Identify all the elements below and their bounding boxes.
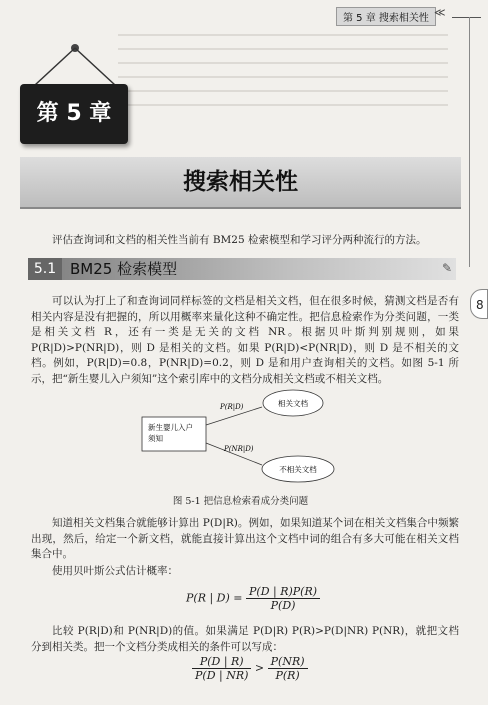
hanger-wire-right bbox=[75, 48, 115, 85]
page-number-tab: 8 bbox=[470, 289, 488, 319]
bayes-formula bbox=[186, 585, 320, 612]
section-number: 5.1 bbox=[28, 258, 62, 280]
paragraph-4: 比较 P(R|D)和 P(NR|D)的值。如果满足 P(D|R) P(R)>P(D|NR) P(NR)，就把文档分到相关类。把一个文档分类成相关的条件可以写成： bbox=[31, 625, 459, 653]
condition-left-denominator: P(D | NR) bbox=[195, 669, 249, 682]
paragraph-1: 可以认为打上了和查询词同样标签的文档是相关文档，但在很多时候，猜测文档是否有相关内容是没有把握的，所以用概率来量化这种不确定性。把信息检索作为分类问题，一类是相关文档 R，还有一类是无关的文档 NR。根据贝叶斯判别规则，如果 P(R|D)>P(NR|D)，则 D 是相关的文档。如果 P(R|D)<P(NR|D)，则 D 是不相关的文档。例如，P(R|D)=0.8，P(NR|D)=0.2，则 D 是和用户查询相关的文档。如图 5-1 所示，把“新生婴儿入户须知”这个索引库中的文档分成相关文档或不相关文档。 bbox=[31, 295, 459, 385]
label-p-r-d: P(R|D) bbox=[220, 403, 244, 411]
section-title: BM25 检索模型 bbox=[70, 260, 178, 278]
chapter-label: 第 5 章 bbox=[36, 101, 112, 126]
condition-left-numerator: P(D | R) bbox=[192, 655, 251, 669]
chapter-title: 搜索相关性 bbox=[183, 169, 298, 195]
faded-background-text bbox=[118, 34, 448, 118]
paragraph-3: 使用贝叶斯公式估计概率： bbox=[52, 565, 178, 577]
double-arrow-icon: ≪ bbox=[434, 6, 446, 19]
figure-caption: 图 5-1 把信息检索看成分类问题 bbox=[172, 496, 309, 507]
document-box-label: 新生婴儿入户须知 bbox=[148, 423, 193, 443]
edit-icon: ✎ bbox=[441, 261, 452, 275]
label-p-nr-d: P(NR|D) bbox=[224, 445, 254, 453]
irrelevant-node-label: 不相关文档 bbox=[279, 465, 317, 474]
header-rule bbox=[452, 17, 481, 18]
chapter-sign bbox=[20, 84, 128, 144]
section-heading-bar bbox=[28, 258, 456, 280]
running-header-chapter: 第 5 章 搜索相关性 bbox=[336, 7, 436, 26]
condition-right-denominator: P(R) bbox=[275, 669, 300, 682]
chapter-banner bbox=[20, 157, 461, 209]
classification-condition bbox=[192, 655, 308, 682]
classification-figure bbox=[140, 385, 340, 485]
paragraph-2: 知道相关文档集合就能够计算出 P(D|R)。例如，如果知道某个词在相关文档集合中频繁出现，然后，给定一个新文档，就能直接计算出这个文档中词的组合有多大可能在相关文档集合中。 bbox=[31, 517, 459, 560]
hanger-wire-left bbox=[35, 48, 75, 85]
condition-operator: > bbox=[254, 661, 265, 675]
intro-paragraph: 评估查询词和文档的相关性当前有 BM25 检索模型和学习评分两种流行的方法。 bbox=[52, 234, 427, 246]
condition-left-fraction bbox=[192, 655, 251, 682]
condition-right-fraction bbox=[268, 655, 308, 682]
formula-denominator: P(D) bbox=[270, 599, 296, 612]
formula-fraction bbox=[246, 585, 320, 612]
formula-numerator: P(D | R)P(R) bbox=[246, 585, 320, 599]
sign-hanger bbox=[20, 40, 130, 90]
formula-lhs: P(R | D) = bbox=[186, 591, 243, 605]
margin-rule bbox=[469, 17, 470, 267]
condition-right-numerator: P(NR) bbox=[268, 655, 308, 669]
relevant-node-label: 相关文档 bbox=[278, 399, 308, 408]
